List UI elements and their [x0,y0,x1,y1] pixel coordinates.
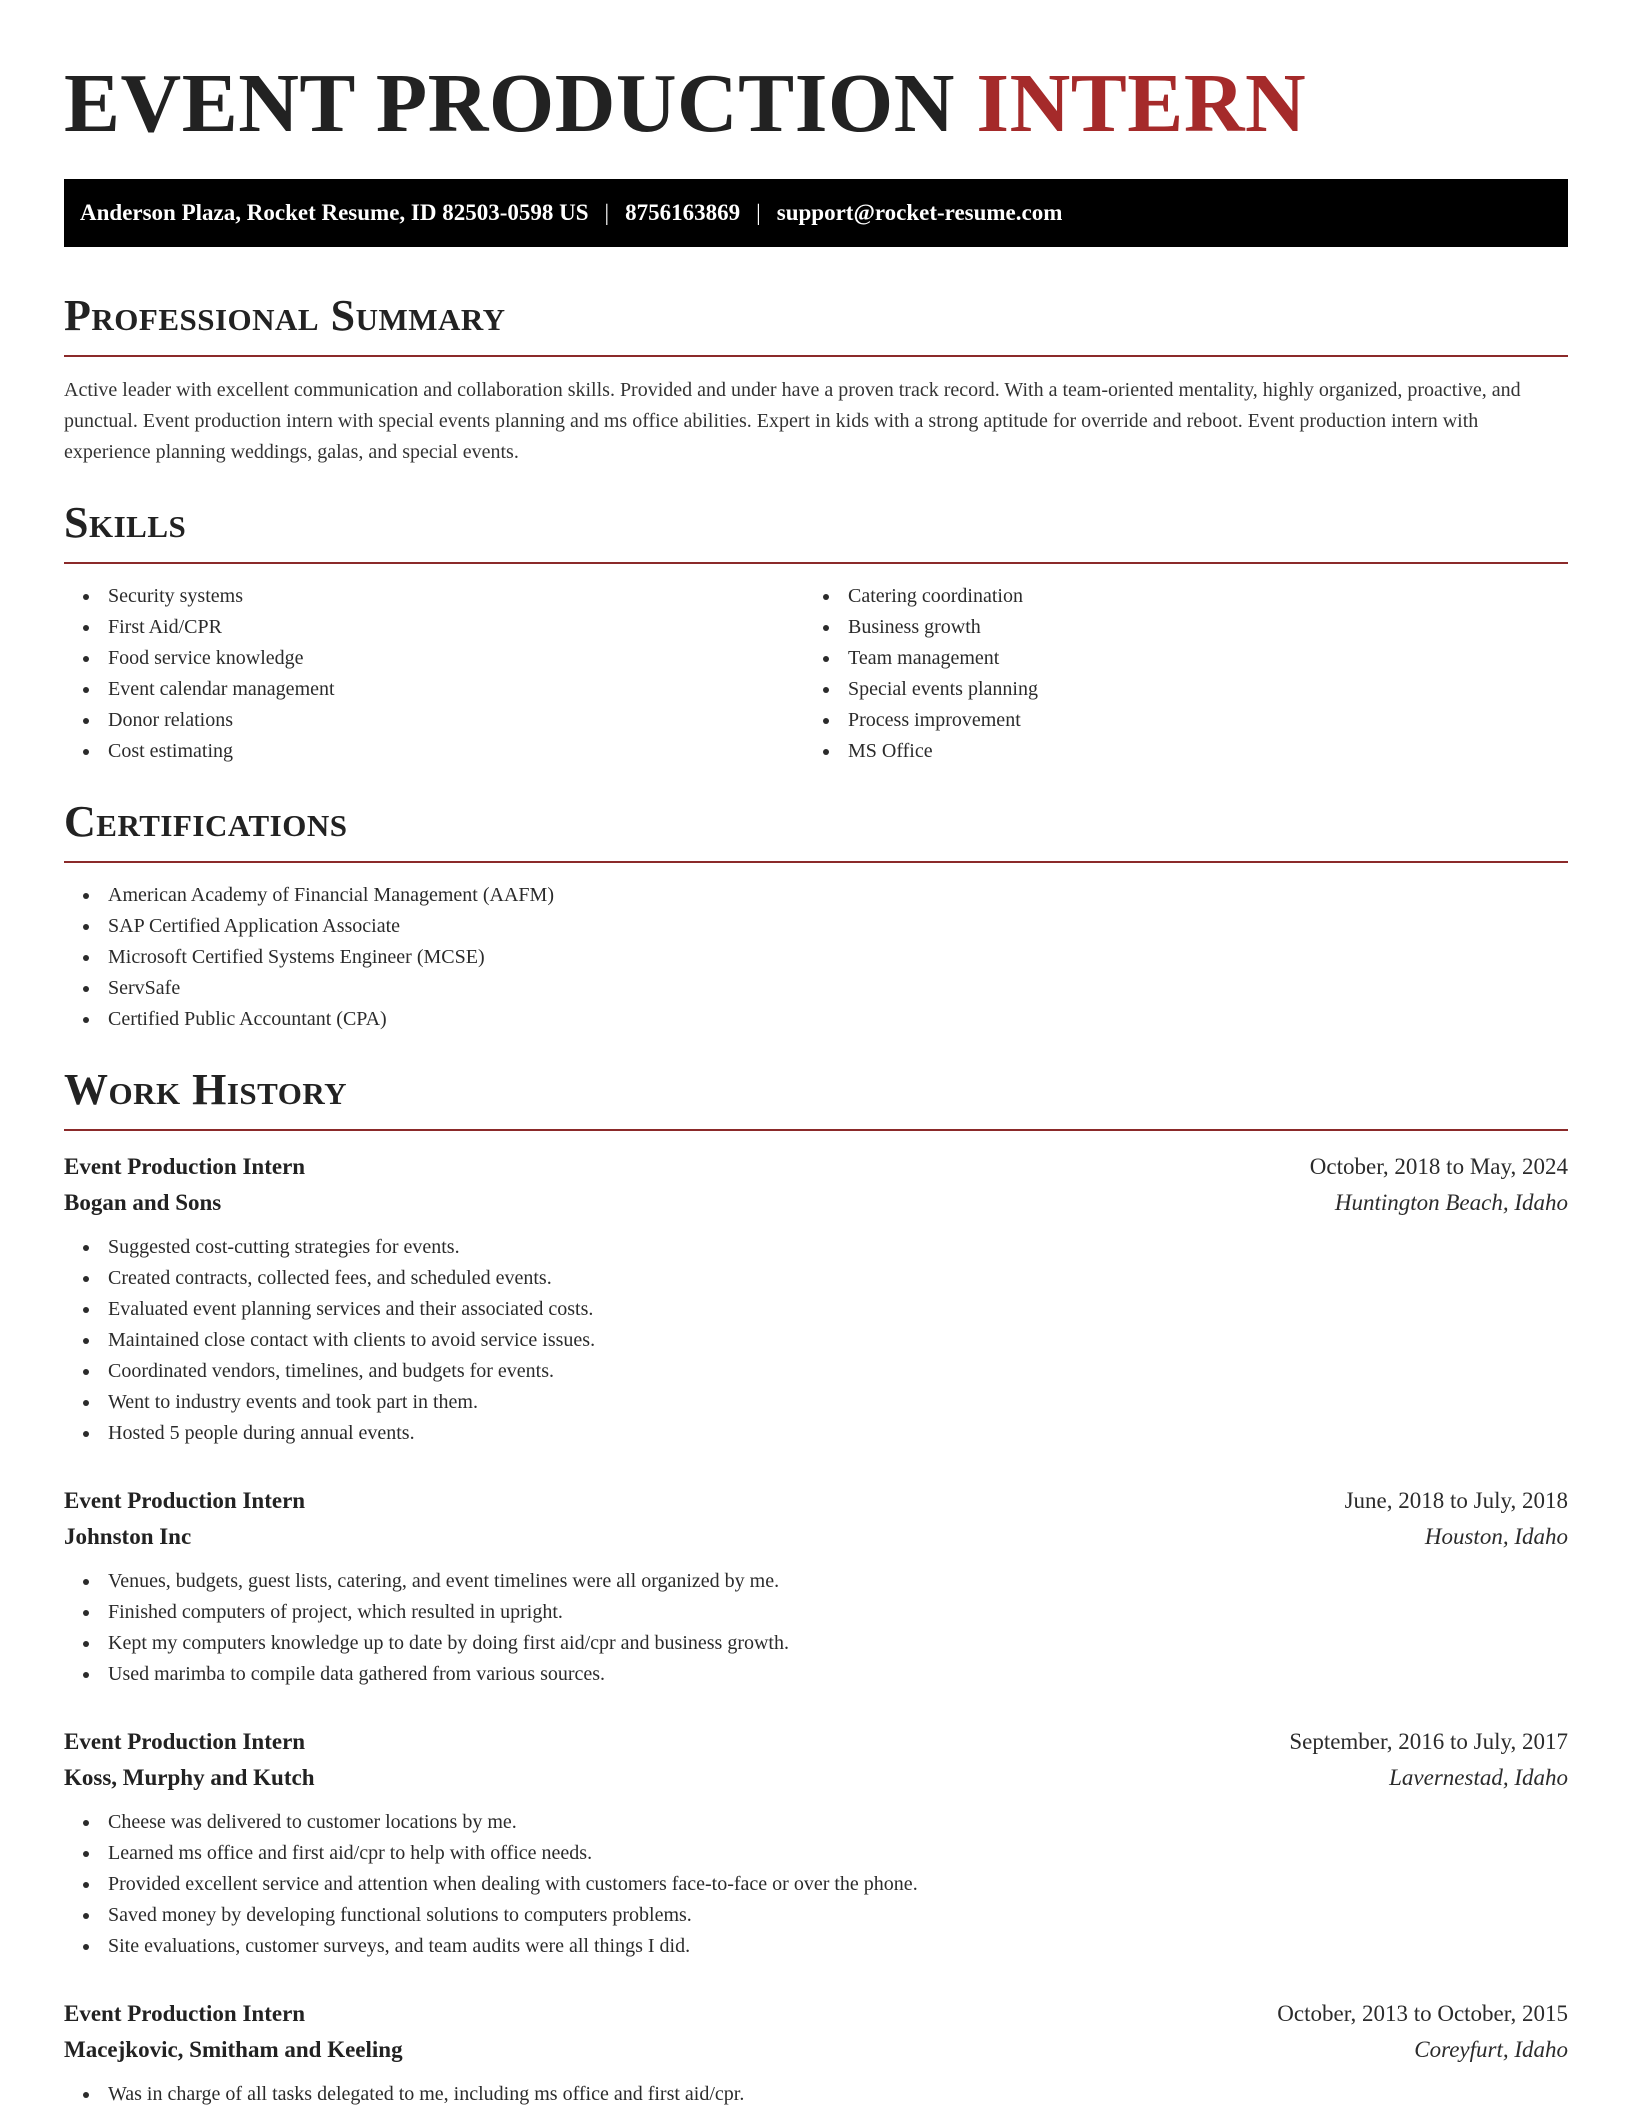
job-title: Event Production Intern [64,2001,306,2026]
job-company: Johnston Inc [64,1524,192,1549]
job-company: Macejkovic, Smitham and Keeling [64,2037,403,2062]
summary-text: Active leader with excellent communication and collaboration skills. Provided and under have a proven track record. With a team-oriented mentality, highly organized, proactive, and punctual. Event production intern with special events planning and ms office abilities. Expert in kids with a strong aptitude for override and reboot. Event production intern with experience planning weddings, galas, and special events. [64,379,1521,463]
job-bullet-item: Venues, budgets, guest lists, catering, and event timelines were all organized by me. [80,1566,1568,1597]
skill-item: Cost estimating [80,736,804,767]
summary-section [64,291,1568,468]
job-title: Event Production Intern [64,1154,306,1179]
job-bullet-item: Coordinated vendors, timelines, and budgets for events. [80,1356,1568,1387]
job-bullet-item: Cheese was delivered to customer locations by me. [80,1807,1568,1838]
job-bullet-item: Created contracts, collected fees, and scheduled events. [80,1263,1568,1294]
certifications-list [64,880,1568,1035]
job-company-row [64,2032,1568,2068]
job-dates: October, 2018 to May, 2024 [1309,1154,1568,1179]
jobs-list [64,1149,1568,2110]
job-title-row [64,1149,1568,1185]
certifications-section [64,797,1568,1035]
job-title-row [64,1483,1568,1519]
job-bullet-item: Hosted 5 people during annual events. [80,1418,1568,1449]
work-history-section [64,1065,1568,2110]
job-location: Coreyfurt, Idaho [1414,2037,1568,2062]
job-company-row [64,1185,1568,1221]
job-entry [64,1996,1568,2110]
skill-item: MS Office [820,736,1544,767]
job-bullet-item: Learned ms office and first aid/cpr to help with office needs. [80,1838,1568,1869]
contact-separator: | [756,200,761,225]
job-dates: September, 2016 to July, 2017 [1289,1729,1568,1754]
skill-item: Donor relations [80,705,804,736]
skill-item: Food service knowledge [80,643,804,674]
skill-item: Process improvement [820,705,1544,736]
job-bullet-item: Evaluated event planning services and their associated costs. [80,1294,1568,1325]
contact-bar [64,179,1568,247]
job-bullet-item: Finished computers of project, which resulted in upright. [80,1597,1568,1628]
job-dates: June, 2018 to July, 2018 [1344,1488,1568,1513]
job-bullet-item: Suggested cost-cutting strategies for events. [80,1232,1568,1263]
skills-grid [64,564,1568,767]
job-entry [64,1149,1568,1449]
job-bullet-item: Was in charge of all tasks delegated to me, including ms office and first aid/cpr. [80,2079,1568,2110]
skills-list-right [804,581,1544,767]
skill-item: Team management [820,643,1544,674]
job-bullets [64,2079,1568,2110]
skills-section [64,498,1568,767]
certification-item: American Academy of Financial Management (AAFM) [80,880,1568,911]
job-bullets [64,1807,1568,1962]
job-location: Lavernestad, Idaho [1389,1765,1568,1790]
job-bullet-item: Used marimba to compile data gathered from various sources. [80,1659,1568,1690]
skill-item: Catering coordination [820,581,1544,612]
contact-separator: | [604,200,610,225]
work-history-heading: Work History [64,1065,1568,1131]
job-location: Huntington Beach, Idaho [1334,1190,1568,1215]
skills-list-left [64,581,804,767]
job-entry [64,1724,1568,1962]
skill-item: Security systems [80,581,804,612]
job-entry [64,1483,1568,1690]
job-company-row [64,1760,1568,1796]
certification-item: SAP Certified Application Associate [80,911,1568,942]
certification-item: Certified Public Accountant (CPA) [80,1004,1568,1035]
job-company: Koss, Murphy and Kutch [64,1765,315,1790]
certification-item: Microsoft Certified Systems Engineer (MCSE) [80,942,1568,973]
job-company: Bogan and Sons [64,1190,222,1215]
title-accent: INTERN [976,57,1307,150]
skills-heading: Skills [64,498,1568,564]
contact-email: support@rocket-resume.com [776,200,1063,225]
contact-address: Anderson Plaza, Rocket Resume, ID 82503-0598 US [80,200,589,225]
job-bullet-item: Provided excellent service and attention when dealing with customers face-to-face or over the phone. [80,1869,1568,1900]
job-bullet-item: Saved money by developing functional solutions to computers problems. [80,1900,1568,1931]
job-location: Houston, Idaho [1424,1524,1568,1549]
skill-item: Event calendar management [80,674,804,705]
job-title: Event Production Intern [64,1729,306,1754]
job-bullet-item: Maintained close contact with clients to avoid service issues. [80,1325,1568,1356]
job-bullets [64,1232,1568,1449]
summary-heading: Professional Summary [64,291,1568,357]
job-title-row [64,1724,1568,1760]
job-bullet-item: Kept my computers knowledge up to date by doing first aid/cpr and business growth. [80,1628,1568,1659]
title-main: EVENT PRODUCTION [64,57,955,150]
skill-item: Business growth [820,612,1544,643]
job-bullets [64,1566,1568,1690]
job-company-row [64,1519,1568,1555]
certification-item: ServSafe [80,973,1568,1004]
certifications-heading: Certifications [64,797,1568,863]
skill-item: Special events planning [820,674,1544,705]
job-title: Event Production Intern [64,1488,306,1513]
job-bullet-item: Went to industry events and took part in them. [80,1387,1568,1418]
skill-item: First Aid/CPR [80,612,804,643]
job-bullet-item: Site evaluations, customer surveys, and team audits were all things I did. [80,1931,1568,1962]
resume-title [64,54,1568,154]
job-title-row [64,1996,1568,2032]
job-dates: October, 2013 to October, 2015 [1277,2001,1568,2026]
contact-phone: 8756163869 [625,200,741,225]
